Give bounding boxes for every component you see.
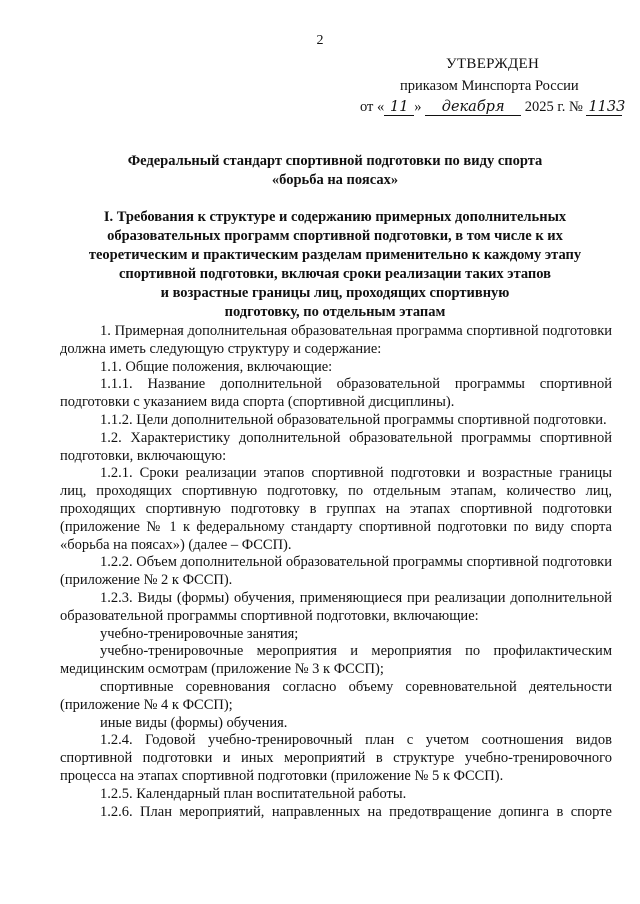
paragraph: 1. Примерная дополнительная образовательная программа спортивной подготовки должна иметь следующую структуру и содержание: bbox=[60, 323, 612, 357]
paragraph: 1.2. Характеристику дополнительной образовательной программы спортивной подготовки, включающую: bbox=[60, 429, 612, 464]
approval-order-line: приказом Минспорта России bbox=[400, 78, 579, 94]
date-mid: » bbox=[414, 99, 422, 115]
approval-date-line bbox=[360, 99, 626, 116]
handwritten-month: декабря bbox=[425, 100, 521, 116]
section-title-line: подготовку, по отдельным этапам bbox=[224, 304, 446, 320]
section-title-line: и возрастные границы лиц, проходящих спортивную bbox=[160, 285, 510, 301]
paragraph: 1.1. Общие положения, включающие: bbox=[100, 358, 333, 375]
paragraph: 1.2.4. Годовой учебно-тренировочный план с учетом соотношения видов спортивной подготовки и иных мероприятий в структуре учебно-тренировочного процесса на этапах спортивной подготовки (приложение № 5 к ФССП). bbox=[60, 732, 612, 784]
paragraph: иные виды (формы) обучения. bbox=[100, 714, 288, 731]
section-title-line: I. Требования к структуре и содержанию примерных дополнительных bbox=[103, 209, 567, 225]
date-year: 2025 г. № bbox=[524, 99, 583, 115]
section-title-line: спортивной подготовки, включая сроки реализации таких этапов bbox=[118, 266, 551, 282]
paragraph: спортивные соревнования согласно объему соревновательной деятельности (приложение № 4 к ФССП); bbox=[60, 678, 612, 713]
handwritten-order-number: 1133 bbox=[588, 99, 626, 115]
document-body bbox=[60, 323, 612, 821]
paragraph: 1.1.1. Название дополнительной образовательной программы спортивной подготовки с указанием вида спорта (спортивной дисциплины). bbox=[60, 376, 612, 411]
date-prefix: от « bbox=[360, 99, 385, 115]
approval-title: УТВЕРЖДЕН bbox=[446, 56, 540, 72]
handwritten-day: 11 bbox=[384, 100, 414, 116]
document-title-line: Федеральный стандарт спортивной подготовки по виду спорта bbox=[127, 153, 543, 169]
section-title-line: теоретическим и практическим разделам применительно к каждому этапу bbox=[88, 247, 582, 263]
paragraph: учебно-тренировочные занятия; bbox=[100, 625, 299, 642]
paragraph: учебно-тренировочные мероприятия и мероприятия по профилактическим медицинским осмотрам (приложение № 3 к ФССП); bbox=[60, 643, 612, 678]
paragraph: 1.2.2. Объем дополнительной образовательной программы спортивной подготовки (приложение № 2 к ФССП). bbox=[60, 554, 612, 589]
page-number: 2 bbox=[316, 33, 324, 48]
paragraph: 1.1.2. Цели дополнительной образовательной программы спортивной подготовки. bbox=[100, 411, 607, 428]
section-title bbox=[60, 208, 610, 322]
paragraph: 1.2.5. Календарный план воспитательной работы. bbox=[100, 785, 407, 802]
paragraph: 1.2.3. Виды (формы) обучения, применяющиеся при реализации дополнительной образовательной программы спортивной подготовки, включающие: bbox=[60, 589, 612, 624]
document-title bbox=[60, 152, 610, 190]
paragraph: 1.2.6. План мероприятий, направленных на предотвращение допинга в спорте bbox=[100, 803, 612, 820]
section-title-line: образовательных программ спортивной подготовки, в том числе к их bbox=[107, 228, 563, 244]
paragraph: 1.2.1. Сроки реализации этапов спортивной подготовки и возрастные границы лиц, проходящих спортивную подготовку, по отдельным этапам, количество лиц, проходящих спортивную подготовку в группах на этапах спортивной подготовки (приложение № 1 к федеральному стандарту спортивной подготовки по виду спорта «борьба на поясах») (далее – ФССП). bbox=[60, 465, 612, 553]
document-title-line: «борьба на поясах» bbox=[271, 172, 399, 188]
